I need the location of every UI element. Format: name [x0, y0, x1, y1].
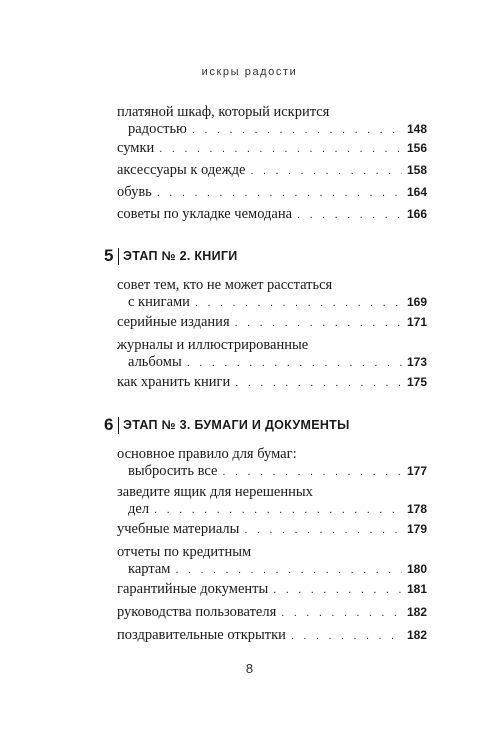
toc-entry-title: гарантийные документы [117, 581, 269, 597]
toc-entry [117, 184, 427, 202]
toc-entry-title-cont: с книгами [128, 294, 190, 310]
toc-entry-title: учебные материалы [117, 521, 240, 537]
dot-leader [175, 562, 402, 579]
toc-entry [117, 206, 427, 224]
section-number: 6 [104, 415, 114, 434]
toc-entry [117, 104, 427, 139]
toc-page-number: 180 [406, 562, 427, 576]
toc-page-number: 169 [406, 295, 427, 309]
toc-page-number: 171 [406, 315, 427, 329]
section-title: ЭТАП № 3. БУМАГИ И ДОКУМЕНТЫ [123, 418, 350, 432]
toc-entry-title-cont: дел [128, 501, 150, 517]
toc-page-number: 164 [406, 185, 427, 199]
toc-page-number: 158 [406, 163, 427, 177]
toc-entry-title-cont: картам [128, 561, 171, 577]
running-head: искры радости [201, 66, 298, 78]
dot-leader [235, 375, 402, 392]
dot-leader [291, 628, 402, 645]
toc-entry [117, 581, 427, 599]
toc-page-number: 182 [406, 605, 427, 619]
section-title: ЭТАП № 2. КНИГИ [123, 249, 238, 263]
toc-entry [117, 544, 427, 579]
toc-entry [117, 140, 427, 158]
dot-leader [235, 315, 402, 332]
dot-leader [222, 464, 402, 481]
dot-leader [187, 355, 402, 372]
toc-entry-title: сумки [117, 140, 155, 156]
toc-entry-title: платяной шкаф, который искрится [117, 104, 330, 120]
dot-leader [159, 141, 402, 158]
toc-entry [117, 374, 427, 392]
page-number: 8 [245, 661, 254, 676]
section-divider-bar [118, 248, 119, 265]
dot-leader [157, 185, 402, 202]
toc-page-number: 181 [406, 582, 427, 596]
toc-entry-title: обувь [117, 184, 152, 200]
toc-entry-title: основное правило для бумаг: [117, 446, 297, 462]
toc-page-number: 173 [406, 355, 427, 369]
toc-entry-title: заведите ящик для нерешенных [117, 484, 313, 500]
section-heading-5 [104, 246, 238, 266]
toc-entry-title: поздравительные открытки [117, 627, 286, 643]
toc-entry [117, 162, 427, 180]
toc-entry [117, 484, 427, 519]
toc-page-number: 148 [406, 122, 427, 136]
toc-entry-title: серийные издания [117, 314, 230, 330]
section-divider-bar [118, 417, 119, 434]
toc-entry-title-cont: радостью [128, 121, 187, 137]
dot-leader [297, 207, 402, 224]
section-heading-6 [104, 415, 350, 435]
toc-entry [117, 337, 427, 372]
dot-leader [192, 122, 402, 139]
dot-leader [154, 502, 402, 519]
toc-page-number: 179 [406, 522, 427, 536]
dot-leader [273, 582, 402, 599]
toc-entry-title: совет тем, кто не может расстаться [117, 277, 333, 293]
toc-entry-title: руководства пользователя [117, 604, 277, 620]
toc-entry [117, 277, 427, 312]
dot-leader [244, 522, 402, 539]
toc-page-number: 182 [406, 628, 427, 642]
toc-entry-title: советы по укладке чемодана [117, 206, 293, 222]
toc-entry-title-cont: альбомы [128, 354, 182, 370]
toc-page-number: 166 [406, 207, 427, 221]
toc-entry [117, 627, 427, 645]
toc-page-number: 177 [406, 464, 427, 478]
section-number: 5 [104, 246, 114, 265]
toc-entry-title-cont: выбросить все [128, 463, 218, 479]
toc-entry-title: как хранить книги [117, 374, 231, 390]
toc-entry-title: журналы и иллюстрированные [117, 337, 309, 353]
toc-page-number: 175 [406, 375, 427, 389]
toc-entry [117, 604, 427, 622]
dot-leader [195, 295, 402, 312]
toc-entry [117, 446, 427, 481]
toc-page-number: 178 [406, 502, 427, 516]
toc-page-number: 156 [406, 141, 427, 155]
toc-entry-title: аксессуары к одежде [117, 162, 246, 178]
toc-entry-title: отчеты по кредитным [117, 544, 252, 560]
toc-entry [117, 521, 427, 539]
dot-leader [281, 605, 402, 622]
toc-entry [117, 314, 427, 332]
dot-leader [250, 163, 402, 180]
